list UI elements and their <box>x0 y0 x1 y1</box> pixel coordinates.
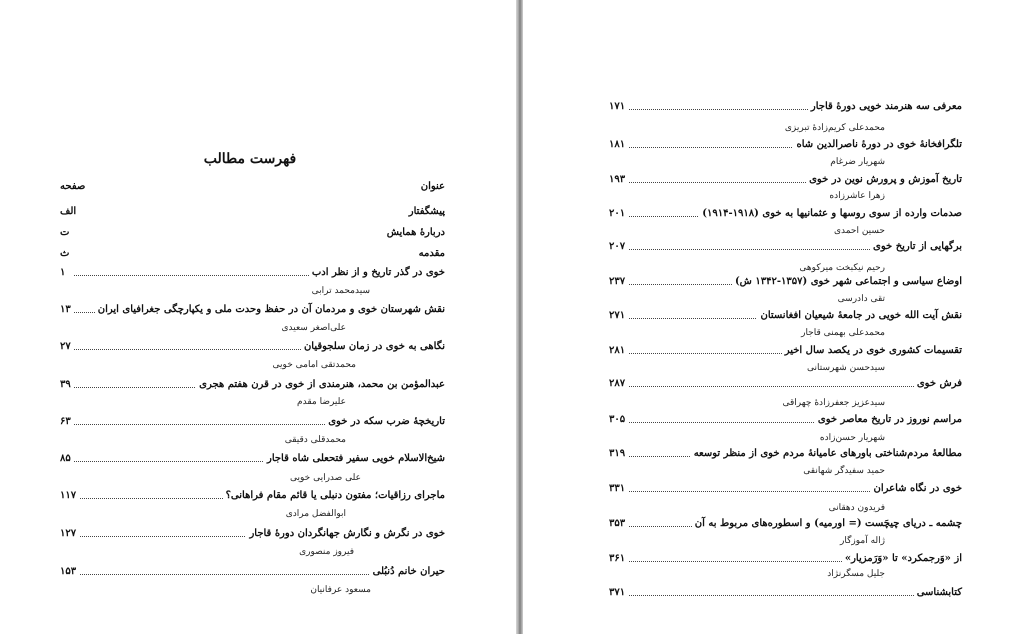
entry-page: ۲۷۱ <box>609 309 628 323</box>
entry-page: ۲۷ <box>60 340 74 354</box>
entry-page: ۳۵۳ <box>609 517 628 531</box>
toc-entry[interactable] <box>609 586 962 600</box>
entry-page: ۳۱۹ <box>609 447 628 461</box>
entry-page: ۱۲۷ <box>60 527 79 541</box>
entry-author: تقی دادرسی <box>837 294 885 304</box>
entry-author: حسین احمدی <box>833 226 885 236</box>
entry-page: ۲۸۷ <box>609 377 628 391</box>
entry-title: معرفی سه هنرمند خویی دورهٔ قاجار <box>808 100 962 114</box>
entry-author: محمدقلی دقیقی <box>284 435 346 445</box>
entry-author: شهریار ضرغام <box>830 157 885 167</box>
header-page-label: صفحه <box>60 181 86 192</box>
toc-entry[interactable] <box>60 452 445 466</box>
entry-title: برگهایی از تاریخ خوی <box>870 240 962 254</box>
entry-author: زهرا عاشرزاده <box>829 191 885 201</box>
entry-page: ۲۸۱ <box>609 344 628 358</box>
book-spine-divider <box>516 0 523 634</box>
leader-dots <box>623 386 958 387</box>
entry-author: فیروز منصوری <box>299 547 354 557</box>
entry-title: مراسم نوروز در تاریخ معاصر خوی <box>815 413 962 427</box>
entry-title: کتابشناسی <box>914 586 962 600</box>
entry-page: ۸۵ <box>60 452 74 466</box>
entry-author: سیدمحمد ترابی <box>311 286 370 296</box>
entry-page: ۱۹۳ <box>609 173 628 187</box>
entry-author: مسعود عرفانیان <box>310 585 371 595</box>
entry-page: ۳۹ <box>60 378 74 392</box>
entry-title: فرش خوی <box>914 377 962 391</box>
right-page <box>523 0 1024 634</box>
toc-entry[interactable] <box>60 378 445 392</box>
entry-title: مقدمه <box>416 247 445 261</box>
entry-author: جلیل مسگرنژاد <box>827 569 885 579</box>
toc-entry[interactable] <box>60 489 445 503</box>
entry-author: حمید سفیدگر شهانقی <box>803 466 885 476</box>
entry-author: علی صدرایی خویی <box>289 473 361 483</box>
entry-author: سیدعزیز جعفرزادهٔ چهراقی <box>782 398 885 408</box>
toc-entry[interactable] <box>609 413 962 427</box>
entry-title: نگاهی به خوی در زمان سلجوقیان <box>301 340 445 354</box>
toc-entry[interactable] <box>609 517 962 531</box>
entry-author: محمدعلی بهمنی قاجار <box>801 328 885 338</box>
entry-title: خوی در نگاه شاعران <box>870 482 962 496</box>
toc-entry[interactable] <box>60 527 445 541</box>
toc-entry[interactable] <box>609 240 962 254</box>
entry-author: ابوالفضل مرادی <box>285 509 346 519</box>
header-title-label: عنوان <box>420 181 445 192</box>
toc-entry[interactable] <box>60 205 445 219</box>
entry-title: حیران خانم دُنبُلی <box>370 565 445 579</box>
entry-author: محمدتقی امامی خویی <box>272 360 356 370</box>
leader-dots <box>623 595 958 596</box>
toc-entry[interactable] <box>609 173 962 187</box>
toc-entry[interactable] <box>60 226 445 240</box>
toc-entry[interactable] <box>60 303 445 317</box>
entry-page: الف <box>60 205 79 219</box>
entry-title: تاریخ آموزش و پرورش نوین در خوی <box>806 173 962 187</box>
entry-title: خوی در گذر تاریخ و از نظر ادب <box>309 266 445 280</box>
entry-title: عبدالمؤمن بن محمد، هنرمندی از خوی در قرن هفتم هجری <box>196 378 445 392</box>
entry-author: سیدحسن شهرستانی <box>807 363 885 373</box>
toc-entry[interactable] <box>609 482 962 496</box>
entry-page: ۱۸۱ <box>609 138 628 152</box>
entry-author: علی‌اصغر سعیدی <box>281 323 346 333</box>
toc-entry[interactable] <box>609 138 962 152</box>
entry-page: ۱۵۳ <box>60 565 79 579</box>
entry-page: ۳۰۵ <box>609 413 628 427</box>
entry-title: پیشگفتار <box>406 205 445 219</box>
entry-page: ۱۱۷ <box>60 489 79 503</box>
entry-page: ۱۳ <box>60 303 74 317</box>
entry-title: تقسیمات کشوری خوی در یکصد سال اخیر <box>782 344 962 358</box>
entry-title: خوی در نگرش و نگارش جهانگردان دورهٔ قاجار <box>246 527 445 541</box>
entry-title: از «وَرجمکرد» تا «وَرَمزیار» <box>842 552 962 566</box>
entry-page: ۱۷۱ <box>609 100 628 114</box>
column-header <box>60 181 445 197</box>
entry-page: ۳۷۱ <box>609 586 628 600</box>
entry-title: مطالعهٔ مردم‌شناختی باورهای عامیانهٔ مردم خوی از منظر توسعه <box>691 447 962 461</box>
toc-entry[interactable] <box>60 340 445 354</box>
toc-entry[interactable] <box>609 447 962 461</box>
entry-title: اوضاع سیاسی و اجتماعی شهر خوی (۱۳۵۷-۱۳۴۲ ش) <box>732 275 962 289</box>
toc-entry[interactable] <box>609 207 962 221</box>
entry-page: ۲۰۱ <box>609 207 628 221</box>
entry-title: چشمه ـ دریای چیچَست (= اورمیه) و اسطوره‌های مربوط به آن <box>692 517 962 531</box>
entry-author: رحیم نیکبخت میرکوهی <box>799 263 885 273</box>
entry-title: شیخ‌الاسلام خویی سفیر فتحعلی شاه قاجار <box>264 452 445 466</box>
toc-entry[interactable] <box>609 552 962 566</box>
entry-page: ۳۳۱ <box>609 482 628 496</box>
entry-author: محمدعلی کریم‌زادهٔ تبریزی <box>784 123 885 133</box>
entry-page: ۱ <box>60 266 68 280</box>
entry-author: شهریار حسن‌زاده <box>819 433 885 443</box>
toc-entry[interactable] <box>609 100 962 114</box>
entry-title: ماجرای رزاقیات؛ مفتون دنبلی یا قائم مقام فراهانی؟ <box>223 489 445 503</box>
entry-page: ۳۶۱ <box>609 552 628 566</box>
toc-entry[interactable] <box>609 344 962 358</box>
entry-title: تاریخچهٔ ضرب سکه در خوی <box>325 415 445 429</box>
entry-title: نقش آیت الله خویی در جامعهٔ شیعیان افغانستان <box>757 309 962 323</box>
toc-entry[interactable] <box>60 415 445 429</box>
entry-author: فریدون دهقانی <box>828 503 885 513</box>
entry-page: ت <box>60 226 72 240</box>
toc-entry[interactable] <box>60 266 445 280</box>
toc-entry[interactable] <box>60 247 445 261</box>
entry-title: دربارهٔ همایش <box>384 226 445 240</box>
toc-entry[interactable] <box>60 565 445 579</box>
toc-entry[interactable] <box>609 309 962 323</box>
toc-entry[interactable] <box>609 377 962 391</box>
entry-page: ۶۳ <box>60 415 74 429</box>
toc-entry[interactable] <box>609 275 962 289</box>
entry-page: ۲۳۷ <box>609 275 628 289</box>
entry-title: نقش شهرستان خوی و مردمان آن در حفظ وحدت ملی و یکپارچگی جغرافیای ایران <box>95 303 445 317</box>
entry-page: ۲۰۷ <box>609 240 628 254</box>
entry-page: ث <box>60 247 72 261</box>
entry-author: ژاله آموزگار <box>840 536 885 546</box>
entry-title: صدمات وارده از سوی روسها و عثمانیها به خوی (۱۹۱۸-۱۹۱۴) <box>699 207 962 221</box>
entry-author: علیرضا مقدم <box>297 397 346 407</box>
entry-title: تلگرافخانهٔ خوی در دورهٔ ناصرالدین شاه <box>793 138 962 152</box>
toc-title: فهرست مطالب <box>203 151 297 167</box>
